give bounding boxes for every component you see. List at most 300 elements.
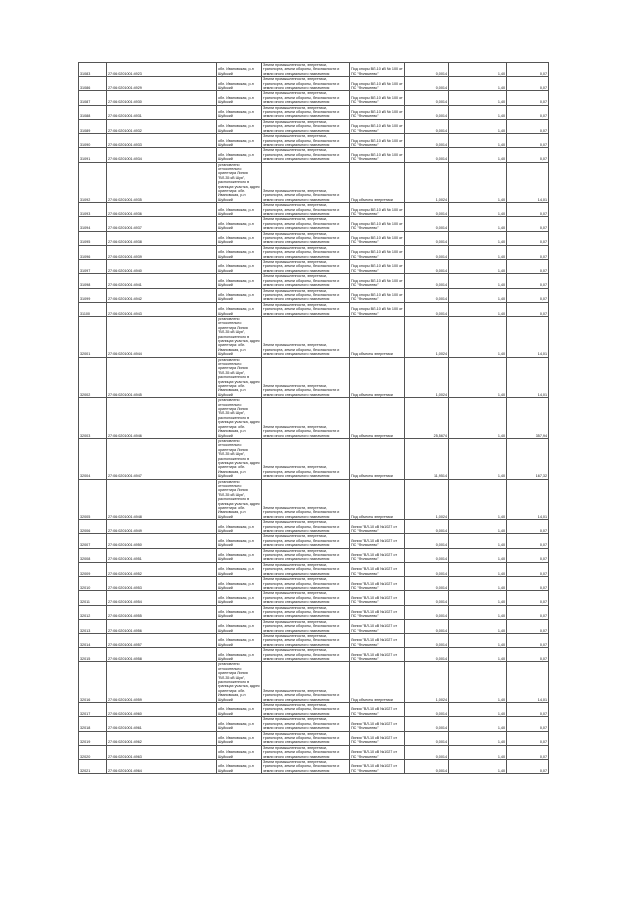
tax-amount-cell: 0,07 xyxy=(507,591,549,605)
land-category-cell: Земли промышленности, энергетики, транспорта, земли обороны, безопасности и земли иного специального назначения xyxy=(262,203,350,217)
land-category-cell: Земли промышленности, энергетики, транспорта, земли обороны, безопасности и земли иного специального назначения xyxy=(262,274,350,288)
land-category-cell: Земли промышленности, энергетики, транспорта, земли обороны, безопасности и земли иного специального назначения xyxy=(262,91,350,105)
cadastral-number-cell: 27:06:0201001:4944 xyxy=(107,316,217,357)
row-number-cell: 31091 xyxy=(79,148,107,162)
tax-rate-cell: 1,40 xyxy=(449,162,507,203)
area-cell: 0,0014 xyxy=(405,648,449,662)
table-row xyxy=(79,759,549,773)
area-cell: 0,0014 xyxy=(405,274,449,288)
land-category-cell: Земли промышленности, энергетики, транспорта, земли обороны, безопасности и земли иного специального назначения xyxy=(262,77,350,91)
table-row xyxy=(79,648,549,662)
land-category-cell: Земли промышленности, энергетики, транспорта, земли обороны, безопасности и земли иного специального назначения xyxy=(262,548,350,562)
address-cell: установлено относительно ориентира Линия "ВЛ-35 кВ Шуя", расположенного в границах участка, адрес ориентира: обл. Ивановская, р-н Шуйский xyxy=(218,479,260,519)
tax-amount-cell: 0,07 xyxy=(507,63,549,77)
tax-amount-cell: 0,07 xyxy=(507,77,549,91)
row-number-cell: 31099 xyxy=(79,288,107,302)
cadastral-number-cell: 27:06:0201001:4950 xyxy=(107,534,217,548)
row-number-cell: 32007 xyxy=(79,534,107,548)
tax-rate-cell: 1,40 xyxy=(449,520,507,534)
row-number-cell: 31086 xyxy=(79,77,107,91)
row-number-cell: 32008 xyxy=(79,548,107,562)
cadastral-number-cell: 27:06:0201001:4946 xyxy=(107,398,217,439)
row-number-cell: 32020 xyxy=(79,745,107,759)
tax-rate-cell: 1,40 xyxy=(449,245,507,259)
tax-amount-cell: 167,32 xyxy=(507,438,549,479)
address-cell: обл. Ивановская, р-н Шуйский xyxy=(217,77,262,91)
table-row xyxy=(79,745,549,759)
area-cell: 1,0024 xyxy=(405,357,449,398)
land-category-cell: Земли промышленности, энергетики, транспорта, земли обороны, безопасности и земли иного специального назначения xyxy=(262,591,350,605)
tax-amount-cell: 0,07 xyxy=(507,619,549,633)
table-row xyxy=(79,302,549,316)
address-cell: обл. Ивановская, р-н Шуйский xyxy=(217,203,262,217)
permitted-use-cell: Линия "ВЛ-10 кВ №1027 от ПС "Фильчеево" xyxy=(350,548,405,562)
area-cell: 0,0014 xyxy=(405,520,449,534)
permitted-use-cell: Линия "ВЛ-10 кВ №1027 от ПС "Фильчеево" xyxy=(350,562,405,576)
tax-rate-cell: 1,40 xyxy=(449,203,507,217)
land-category-cell: Земли промышленности, энергетики, транспорта, земли обороны, безопасности и земли иного специального назначения xyxy=(262,577,350,591)
permitted-use-cell: Под опоры ВЛ-10 кВ № 100 от ПС "Фильчеево" xyxy=(350,105,405,119)
address-cell: установлено относительно ориентира Линия "ВЛ-35 кВ Шуя", расположенного в границах участка, адрес ориентира: обл. Ивановская, р-н Шуйский xyxy=(218,662,260,702)
tax-amount-cell: 0,07 xyxy=(507,134,549,148)
tax-rate-cell: 1,40 xyxy=(449,605,507,619)
tax-amount-cell: 0,07 xyxy=(507,288,549,302)
tax-amount-cell: 0,07 xyxy=(507,148,549,162)
permitted-use-cell: Линия "ВЛ-10 кВ №1027 от ПС "Фильчеево" xyxy=(350,619,405,633)
land-category-cell: Земли промышленности, энергетики, транспорта, земли обороны, безопасности и земли иного специального назначения xyxy=(262,105,350,119)
area-cell: 0,0014 xyxy=(405,577,449,591)
cadastral-number-cell: 27:06:0201001:4961 xyxy=(107,717,217,731)
tax-amount-cell: 0,07 xyxy=(507,717,549,731)
tax-amount-cell: 0,07 xyxy=(507,534,549,548)
tax-amount-cell: 0,07 xyxy=(507,217,549,231)
area-cell: 1,0024 xyxy=(405,662,449,703)
permitted-use-cell: Линия "ВЛ-10 кВ №1027 от ПС "Фильчеево" xyxy=(350,577,405,591)
address-cell: обл. Ивановская, р-н Шуйский xyxy=(217,717,262,731)
address-cell: обл. Ивановская, р-н Шуйский xyxy=(217,148,262,162)
tax-rate-cell: 1,40 xyxy=(449,562,507,576)
tax-amount-cell: 14,01 xyxy=(507,479,549,520)
tax-rate-cell: 1,40 xyxy=(449,745,507,759)
cadastral-number-cell: 27:06:0201001:4934 xyxy=(107,148,217,162)
table-row xyxy=(79,217,549,231)
row-number-cell: 31098 xyxy=(79,274,107,288)
permitted-use-cell: Линия "ВЛ-10 кВ №1027 от ПС "Фильчеево" xyxy=(350,731,405,745)
land-category-cell: Земли промышленности, энергетики, транспорта, земли обороны, безопасности и земли иного специального назначения xyxy=(262,302,350,316)
land-category-cell: Земли промышленности, энергетики, транспорта, земли обороны, безопасности и земли иного специального назначения xyxy=(262,316,350,357)
row-number-cell: 32005 xyxy=(79,479,107,520)
land-category-cell: Земли промышленности, энергетики, транспорта, земли обороны, безопасности и земли иного специального назначения xyxy=(262,162,350,203)
table-row xyxy=(79,438,549,479)
permitted-use-cell: Под опоры ВЛ-10 кВ № 100 от ПС "Фильчеево" xyxy=(350,245,405,259)
row-number-cell: 31083 xyxy=(79,63,107,77)
address-cell: обл. Ивановская, р-н Шуйский xyxy=(217,63,262,77)
table-body xyxy=(79,63,549,774)
cadastral-number-cell: 27:06:0201001:4942 xyxy=(107,288,217,302)
tax-rate-cell: 1,40 xyxy=(449,217,507,231)
address-cell: обл. Ивановская, р-н Шуйский xyxy=(217,731,262,745)
tax-amount-cell: 357,94 xyxy=(507,398,549,439)
permitted-use-cell: Линия "ВЛ-10 кВ №1027 от ПС "Фильчеево" xyxy=(350,745,405,759)
tax-rate-cell: 1,40 xyxy=(449,302,507,316)
permitted-use-cell: Под объекты энергетики xyxy=(350,398,405,439)
table-row xyxy=(79,245,549,259)
permitted-use-cell: Под опоры ВЛ-10 кВ № 100 от ПС "Фильчеево" xyxy=(350,302,405,316)
table-row xyxy=(79,105,549,119)
permitted-use-cell: Под объекты энергетики xyxy=(350,438,405,479)
address-cell: обл. Ивановская, р-н Шуйский xyxy=(217,245,262,259)
row-number-cell: 31094 xyxy=(79,217,107,231)
table-row xyxy=(79,134,549,148)
address-cell: обл. Ивановская, р-н Шуйский xyxy=(217,619,262,633)
permitted-use-cell: Линия "ВЛ-10 кВ №1027 от ПС "Фильчеево" xyxy=(350,520,405,534)
tax-rate-cell: 1,40 xyxy=(449,91,507,105)
area-cell: 0,0014 xyxy=(405,745,449,759)
tax-amount-cell: 14,01 xyxy=(507,662,549,703)
address-cell: обл. Ивановская, р-н Шуйский xyxy=(217,274,262,288)
row-number-cell: 32009 xyxy=(79,562,107,576)
row-number-cell: 32006 xyxy=(79,520,107,534)
row-number-cell: 31095 xyxy=(79,231,107,245)
cadastral-number-cell: 27:06:0201001:4954 xyxy=(107,591,217,605)
land-category-cell: Земли промышленности, энергетики, транспорта, земли обороны, безопасности и земли иного специального назначения xyxy=(262,134,350,148)
table-row xyxy=(79,479,549,520)
address-cell: установлено относительно ориентира Линия "ВЛ-35 кВ Шуя", расположенного в границах участка, адрес ориентира: обл. Ивановская, р-н Шуйский xyxy=(218,357,260,397)
row-number-cell: 31087 xyxy=(79,91,107,105)
table-row xyxy=(79,717,549,731)
tax-rate-cell: 1,40 xyxy=(449,274,507,288)
permitted-use-cell: Под объекты энергетики xyxy=(350,479,405,520)
land-category-cell: Земли промышленности, энергетики, транспорта, земли обороны, безопасности и земли иного специального назначения xyxy=(262,703,350,717)
tax-amount-cell: 0,07 xyxy=(507,562,549,576)
land-category-cell: Земли промышленности, энергетики, транспорта, земли обороны, безопасности и земли иного специального назначения xyxy=(262,63,350,77)
permitted-use-cell: Под опоры ВЛ-10 кВ № 100 от ПС "Фильчеево" xyxy=(350,217,405,231)
cadastral-number-cell: 27:06:0201001:4958 xyxy=(107,648,217,662)
area-cell: 0,0014 xyxy=(405,548,449,562)
tax-amount-cell: 0,07 xyxy=(507,302,549,316)
row-number-cell: 32021 xyxy=(79,759,107,773)
permitted-use-cell: Линия "ВЛ-10 кВ №1027 от ПС "Фильчеево" xyxy=(350,633,405,647)
land-category-cell: Земли промышленности, энергетики, транспорта, земли обороны, безопасности и земли иного специального назначения xyxy=(262,662,350,703)
row-number-cell: 32003 xyxy=(79,398,107,439)
table-row xyxy=(79,591,549,605)
area-cell: 0,0014 xyxy=(405,633,449,647)
table-row xyxy=(79,119,549,133)
tax-amount-cell: 0,07 xyxy=(507,231,549,245)
tax-rate-cell: 1,40 xyxy=(449,438,507,479)
address-cell: установлено относительно ориентира Линия "ВЛ-35 кВ Шуя", расположенного в границах участка, адрес ориентира: обл. Ивановская, р-н Шуйский xyxy=(218,438,260,479)
row-number-cell: 32002 xyxy=(79,357,107,398)
land-category-cell: Земли промышленности, энергетики, транспорта, земли обороны, безопасности и земли иного специального назначения xyxy=(262,605,350,619)
land-category-cell: Земли промышленности, энергетики, транспорта, земли обороны, безопасности и земли иного специального назначения xyxy=(262,245,350,259)
permitted-use-cell: Под опоры ВЛ-10 кВ № 100 от ПС "Фильчеево" xyxy=(350,134,405,148)
area-cell: 1,0024 xyxy=(405,162,449,203)
cadastral-number-cell: 27:06:0201001:4964 xyxy=(107,759,217,773)
tax-amount-cell: 0,07 xyxy=(507,520,549,534)
tax-amount-cell: 0,07 xyxy=(507,759,549,773)
cadastral-number-cell: 27:06:0201001:4923 xyxy=(107,63,217,77)
tax-rate-cell: 1,40 xyxy=(449,479,507,520)
area-cell: 0,0014 xyxy=(405,562,449,576)
tax-rate-cell: 1,40 xyxy=(449,77,507,91)
row-number-cell: 32019 xyxy=(79,731,107,745)
row-number-cell: 31093 xyxy=(79,203,107,217)
cadastral-number-cell: 27:06:0201001:4945 xyxy=(107,357,217,398)
cadastral-number-cell: 27:06:0201001:4937 xyxy=(107,217,217,231)
permitted-use-cell: Под объекты энергетики xyxy=(350,662,405,703)
row-number-cell: 31097 xyxy=(79,260,107,274)
tax-amount-cell: 14,01 xyxy=(507,162,549,203)
tax-amount-cell: 0,07 xyxy=(507,577,549,591)
permitted-use-cell: Под опоры ВЛ-10 кВ № 100 от ПС "Фильчеево" xyxy=(350,77,405,91)
row-number-cell: 32016 xyxy=(79,662,107,703)
tax-rate-cell: 1,40 xyxy=(449,534,507,548)
area-cell: 0,0014 xyxy=(405,63,449,77)
tax-rate-cell: 1,40 xyxy=(449,63,507,77)
tax-amount-cell: 0,07 xyxy=(507,633,549,647)
table-row xyxy=(79,260,549,274)
tax-amount-cell: 0,07 xyxy=(507,548,549,562)
tax-rate-cell: 1,40 xyxy=(449,260,507,274)
table-row xyxy=(79,63,549,77)
area-cell: 11,9514 xyxy=(405,438,449,479)
cadastral-number-cell: 27:06:0201001:4959 xyxy=(107,662,217,703)
area-cell: 0,0014 xyxy=(405,717,449,731)
land-category-cell: Земли промышленности, энергетики, транспорта, земли обороны, безопасности и земли иного специального назначения xyxy=(262,717,350,731)
cadastral-number-cell: 27:06:0201001:4955 xyxy=(107,605,217,619)
permitted-use-cell: Под опоры ВЛ-10 кВ № 100 от ПС "Фильчеево" xyxy=(350,260,405,274)
land-category-cell: Земли промышленности, энергетики, транспорта, земли обороны, безопасности и земли иного специального назначения xyxy=(262,398,350,439)
address-cell: обл. Ивановская, р-н Шуйский xyxy=(217,91,262,105)
cadastral-number-cell: 27:06:0201001:4929 xyxy=(107,77,217,91)
tax-amount-cell: 0,07 xyxy=(507,245,549,259)
table-row xyxy=(79,231,549,245)
area-cell: 0,0014 xyxy=(405,302,449,316)
table-row xyxy=(79,288,549,302)
cadastral-number-cell: 27:06:0201001:4943 xyxy=(107,302,217,316)
land-category-cell: Земли промышленности, энергетики, транспорта, земли обороны, безопасности и земли иного специального назначения xyxy=(262,745,350,759)
area-cell: 0,0014 xyxy=(405,91,449,105)
address-cell: обл. Ивановская, р-н Шуйский xyxy=(217,134,262,148)
cadastral-number-cell: 27:06:0201001:4933 xyxy=(107,134,217,148)
tax-amount-cell: 14,01 xyxy=(507,316,549,357)
permitted-use-cell: Под объекты энергетики xyxy=(350,162,405,203)
table-row xyxy=(79,548,549,562)
tax-rate-cell: 1,40 xyxy=(449,759,507,773)
address-cell: установлено относительно ориентира Линия "ВЛ-35 кВ Шуя", расположенного в границах участка, адрес ориентира: обл. Ивановская, р-н Шуйский xyxy=(218,162,260,202)
area-cell: 0,0014 xyxy=(405,703,449,717)
land-category-cell: Земли промышленности, энергетики, транспорта, земли обороны, безопасности и земли иного специального назначения xyxy=(262,438,350,479)
area-cell: 0,0014 xyxy=(405,217,449,231)
table-row xyxy=(79,274,549,288)
tax-amount-cell: 0,07 xyxy=(507,203,549,217)
address-cell: обл. Ивановская, р-н Шуйский xyxy=(217,633,262,647)
address-cell: обл. Ивановская, р-н Шуйский xyxy=(217,548,262,562)
row-number-cell: 31089 xyxy=(79,119,107,133)
area-cell: 0,0014 xyxy=(405,288,449,302)
area-cell: 0,0014 xyxy=(405,731,449,745)
row-number-cell: 32004 xyxy=(79,438,107,479)
land-category-cell: Земли промышленности, энергетики, транспорта, земли обороны, безопасности и земли иного специального назначения xyxy=(262,260,350,274)
area-cell: 0,0014 xyxy=(405,77,449,91)
address-cell: обл. Ивановская, р-н Шуйский xyxy=(217,105,262,119)
row-number-cell: 32017 xyxy=(79,703,107,717)
cadastral-number-cell: 27:06:0201001:4960 xyxy=(107,703,217,717)
cadastral-number-cell: 27:06:0201001:4953 xyxy=(107,577,217,591)
cadastral-number-cell: 27:06:0201001:4962 xyxy=(107,731,217,745)
permitted-use-cell: Линия "ВЛ-10 кВ №1027 от ПС "Фильчеево" xyxy=(350,717,405,731)
cadastral-number-cell: 27:06:0201001:4948 xyxy=(107,479,217,520)
area-cell: 0,0014 xyxy=(405,605,449,619)
tax-rate-cell: 1,40 xyxy=(449,288,507,302)
row-number-cell: 32001 xyxy=(79,316,107,357)
tax-rate-cell: 1,40 xyxy=(449,231,507,245)
table-row xyxy=(79,357,549,398)
area-cell: 0,0014 xyxy=(405,245,449,259)
land-category-cell: Земли промышленности, энергетики, транспорта, земли обороны, безопасности и земли иного специального назначения xyxy=(262,759,350,773)
area-cell: 0,0014 xyxy=(405,591,449,605)
cadastral-number-cell: 27:06:0201001:4952 xyxy=(107,562,217,576)
land-category-cell: Земли промышленности, энергетики, транспорта, земли обороны, безопасности и земли иного специального назначения xyxy=(262,619,350,633)
table-row xyxy=(79,398,549,439)
land-category-cell: Земли промышленности, энергетики, транспорта, земли обороны, безопасности и земли иного специального назначения xyxy=(262,520,350,534)
table-row xyxy=(79,633,549,647)
table-row xyxy=(79,316,549,357)
table-row xyxy=(79,619,549,633)
tax-rate-cell: 1,40 xyxy=(449,577,507,591)
row-number-cell: 31088 xyxy=(79,105,107,119)
tax-rate-cell: 1,40 xyxy=(449,731,507,745)
table-row xyxy=(79,162,549,203)
row-number-cell: 31100 xyxy=(79,302,107,316)
cadastral-number-cell: 27:06:0201001:4939 xyxy=(107,245,217,259)
permitted-use-cell: Под объекты энергетики xyxy=(350,357,405,398)
table-row xyxy=(79,731,549,745)
area-cell: 1,0024 xyxy=(405,479,449,520)
row-number-cell: 32012 xyxy=(79,605,107,619)
tax-rate-cell: 1,40 xyxy=(449,633,507,647)
area-cell: 1,0024 xyxy=(405,316,449,357)
cadastral-number-cell: 27:06:0201001:4932 xyxy=(107,119,217,133)
cadastral-number-cell: 27:06:0201001:4949 xyxy=(107,520,217,534)
land-category-cell: Земли промышленности, энергетики, транспорта, земли обороны, безопасности и земли иного специального назначения xyxy=(262,217,350,231)
cadastral-number-cell: 27:06:0201001:4940 xyxy=(107,260,217,274)
table-row xyxy=(79,577,549,591)
area-cell: 0,0014 xyxy=(405,119,449,133)
address-cell: обл. Ивановская, р-н Шуйский xyxy=(217,745,262,759)
tax-rate-cell: 1,40 xyxy=(449,134,507,148)
tax-rate-cell: 1,40 xyxy=(449,648,507,662)
cadastral-number-cell: 27:06:0201001:4931 xyxy=(107,105,217,119)
area-cell: 0,0014 xyxy=(405,534,449,548)
land-category-cell: Земли промышленности, энергетики, транспорта, земли обороны, безопасности и земли иного специального назначения xyxy=(262,648,350,662)
cadastral-number-cell: 27:06:0201001:4938 xyxy=(107,231,217,245)
land-category-cell: Земли промышленности, энергетики, транспорта, земли обороны, безопасности и земли иного специального назначения xyxy=(262,357,350,398)
tax-rate-cell: 1,40 xyxy=(449,105,507,119)
tax-rate-cell: 1,40 xyxy=(449,703,507,717)
area-cell: 0,0014 xyxy=(405,148,449,162)
land-category-cell: Земли промышленности, энергетики, транспорта, земли обороны, безопасности и земли иного специального назначения xyxy=(262,562,350,576)
cadastral-number-cell: 27:06:0201001:4947 xyxy=(107,438,217,479)
table-row xyxy=(79,77,549,91)
permitted-use-cell: Линия "ВЛ-10 кВ №1027 от ПС "Фильчеево" xyxy=(350,591,405,605)
address-cell: обл. Ивановская, р-н Шуйский xyxy=(217,260,262,274)
address-cell: обл. Ивановская, р-н Шуйский xyxy=(217,648,262,662)
address-cell: обл. Ивановская, р-н Шуйский xyxy=(217,577,262,591)
tax-amount-cell: 0,07 xyxy=(507,274,549,288)
table-row xyxy=(79,703,549,717)
permitted-use-cell: Под опоры ВЛ-10 кВ № 100 от ПС "Фильчеево" xyxy=(350,148,405,162)
row-number-cell: 31096 xyxy=(79,245,107,259)
address-cell: обл. Ивановская, р-н Шуйский xyxy=(217,217,262,231)
tax-rate-cell: 1,40 xyxy=(449,619,507,633)
cadastral-number-cell: 27:06:0201001:4957 xyxy=(107,633,217,647)
address-cell: обл. Ивановская, р-н Шуйский xyxy=(217,302,262,316)
row-number-cell: 31092 xyxy=(79,162,107,203)
table-row xyxy=(79,662,549,703)
row-number-cell: 31090 xyxy=(79,134,107,148)
tax-rate-cell: 1,40 xyxy=(449,717,507,731)
address-cell: обл. Ивановская, р-н Шуйский xyxy=(217,562,262,576)
cadastral-number-cell: 27:06:0201001:4941 xyxy=(107,274,217,288)
permitted-use-cell: Под опоры ВЛ-10 кВ № 100 от ПС "Фильчеево" xyxy=(350,288,405,302)
tax-amount-cell: 0,07 xyxy=(507,105,549,119)
cadastral-number-cell: 27:06:0201001:4963 xyxy=(107,745,217,759)
tax-rate-cell: 1,40 xyxy=(449,316,507,357)
address-cell: обл. Ивановская, р-н Шуйский xyxy=(217,288,262,302)
permitted-use-cell: Под опоры ВЛ-10 кВ № 100 от ПС "Фильчеево" xyxy=(350,91,405,105)
area-cell: 0,0014 xyxy=(405,105,449,119)
address-cell: обл. Ивановская, р-н Шуйский xyxy=(217,119,262,133)
table-row xyxy=(79,203,549,217)
land-category-cell: Земли промышленности, энергетики, транспорта, земли обороны, безопасности и земли иного специального назначения xyxy=(262,479,350,520)
tax-rate-cell: 1,40 xyxy=(449,398,507,439)
address-cell: обл. Ивановская, р-н Шуйский xyxy=(217,703,262,717)
permitted-use-cell: Линия "ВЛ-10 кВ №1027 от ПС "Фильчеево" xyxy=(350,534,405,548)
area-cell: 0,0014 xyxy=(405,203,449,217)
tax-amount-cell: 0,07 xyxy=(507,731,549,745)
tax-rate-cell: 1,40 xyxy=(449,119,507,133)
tax-rate-cell: 1,40 xyxy=(449,148,507,162)
tax-amount-cell: 0,07 xyxy=(507,745,549,759)
cadastral-number-cell: 27:06:0201001:4951 xyxy=(107,548,217,562)
address-cell: обл. Ивановская, р-н Шуйский xyxy=(217,534,262,548)
tax-amount-cell: 0,07 xyxy=(507,703,549,717)
tax-amount-cell: 0,07 xyxy=(507,605,549,619)
table-row xyxy=(79,520,549,534)
permitted-use-cell: Линия "ВЛ-10 кВ №1027 от ПС "Фильчеево" xyxy=(350,759,405,773)
permitted-use-cell: Под опоры ВЛ-10 кВ № 100 от ПС "Фильчеево" xyxy=(350,231,405,245)
address-cell: установлено относительно ориентира Линия "ВЛ-35 кВ Шуя", расположенного в границах участка, адрес ориентира: обл. Ивановская, р-н Шуйский xyxy=(218,316,260,357)
row-number-cell: 32010 xyxy=(79,577,107,591)
cadastral-number-cell: 27:06:0201001:4936 xyxy=(107,203,217,217)
land-category-cell: Земли промышленности, энергетики, транспорта, земли обороны, безопасности и земли иного специального назначения xyxy=(262,119,350,133)
permitted-use-cell: Линия "ВЛ-10 кВ №1027 от ПС "Фильчеево" xyxy=(350,648,405,662)
row-number-cell: 32018 xyxy=(79,717,107,731)
table-row xyxy=(79,148,549,162)
land-category-cell: Земли промышленности, энергетики, транспорта, земли обороны, безопасности и земли иного специального назначения xyxy=(262,288,350,302)
table-row xyxy=(79,605,549,619)
row-number-cell: 32014 xyxy=(79,633,107,647)
tax-amount-cell: 0,07 xyxy=(507,91,549,105)
area-cell: 25,5674 xyxy=(405,398,449,439)
cadastral-number-cell: 27:06:0201001:4935 xyxy=(107,162,217,203)
tax-amount-cell: 0,07 xyxy=(507,260,549,274)
tax-rate-cell: 1,40 xyxy=(449,357,507,398)
table-row xyxy=(79,91,549,105)
address-cell: обл. Ивановская, р-н Шуйский xyxy=(217,591,262,605)
area-cell: 0,0014 xyxy=(405,134,449,148)
